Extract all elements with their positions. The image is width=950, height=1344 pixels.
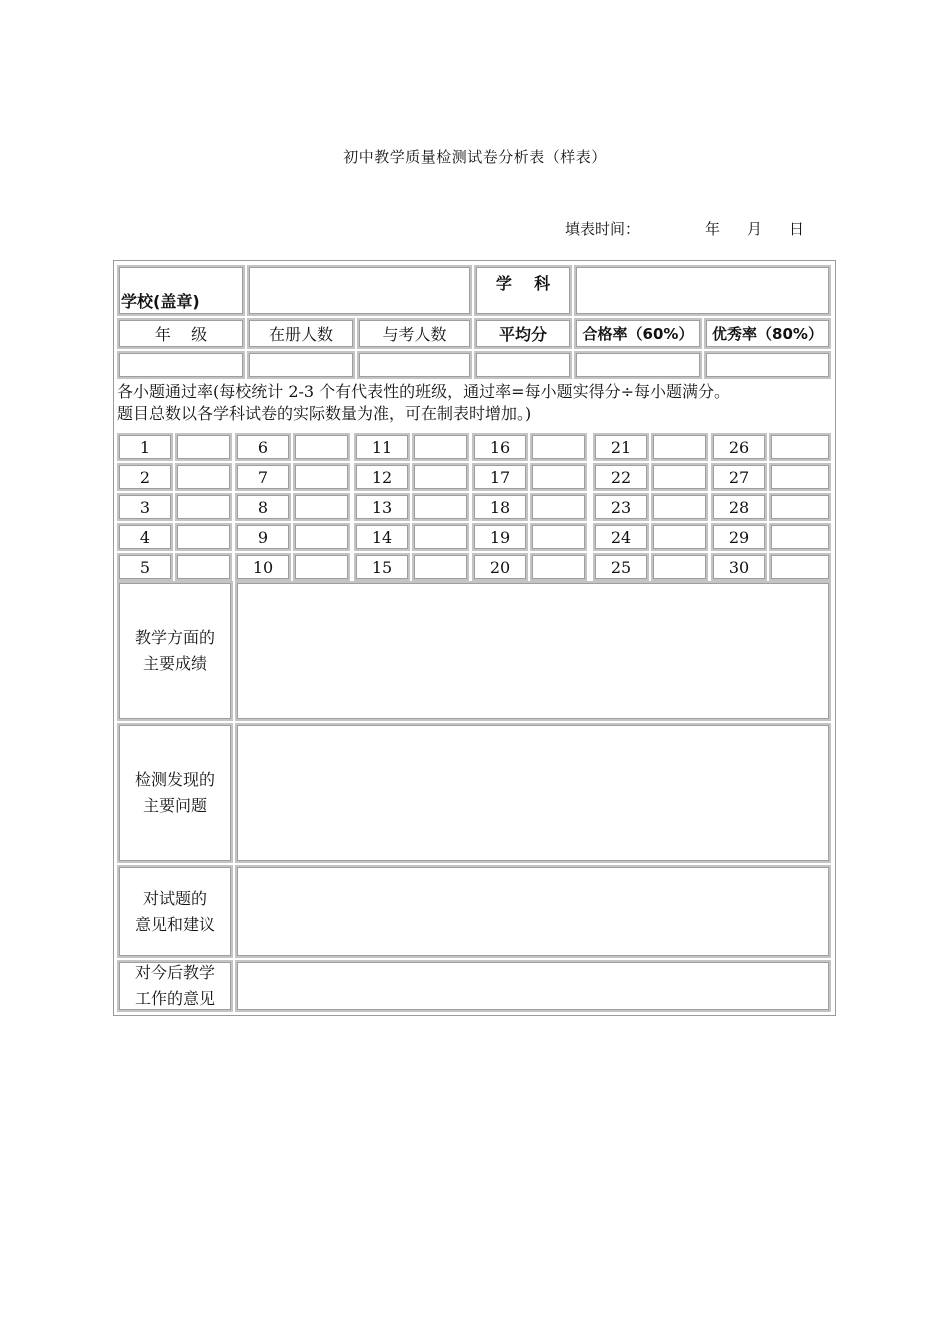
question-rate-cell[interactable]	[412, 553, 469, 581]
pass-rate-label: 合格率（60%）	[582, 325, 694, 343]
section-problems-label	[117, 723, 233, 863]
pass-rate-note	[115, 381, 834, 431]
question-rate-cell[interactable]	[412, 433, 469, 461]
examinees-label: 与考人数	[382, 325, 447, 344]
question-rate-cell[interactable]	[530, 553, 587, 581]
question-number-cell: 6	[235, 433, 291, 461]
question-number-cell: 14	[354, 523, 410, 551]
excellent-rate-value-cell[interactable]	[704, 351, 831, 379]
question-rate-cell[interactable]	[175, 553, 232, 581]
question-rate-cell[interactable]	[651, 433, 708, 461]
enrolled-header	[247, 318, 355, 349]
question-rate-cell[interactable]	[293, 463, 350, 491]
question-rate-cell[interactable]	[769, 463, 831, 491]
page-title: 初中教学质量检测试卷分析表（样表）	[343, 148, 607, 166]
question-number-cell: 5	[117, 553, 173, 581]
question-rate-cell[interactable]	[769, 493, 831, 521]
question-number-cell: 26	[711, 433, 767, 461]
grade-value-cell[interactable]	[117, 351, 245, 379]
question-rate-cell[interactable]	[530, 493, 587, 521]
note-line-2: 题目总数以各学科试卷的实际数量为准，可在制表时增加。)	[117, 404, 532, 423]
school-label: 学校(盖章)	[121, 292, 200, 311]
note-line-1: 各小题通过率(每校统计 2-3 个有代表性的班级，通过率=每小题实得分÷每小题满分。	[117, 382, 730, 401]
pass-rate-header	[574, 318, 702, 349]
excellent-rate-header	[704, 318, 831, 349]
question-rate-cell[interactable]	[412, 463, 469, 491]
section-label-line: 工作的意见	[134, 989, 215, 1008]
question-number-cell: 12	[354, 463, 410, 491]
question-rate-cell[interactable]	[293, 433, 350, 461]
average-value-cell[interactable]	[474, 351, 572, 379]
section-label-line: 对试题的	[142, 888, 207, 908]
subject-label-cell	[474, 265, 572, 316]
question-number-cell: 16	[472, 433, 528, 461]
excellent-rate-label: 优秀率（80%）	[712, 325, 823, 343]
question-number-cell: 8	[235, 493, 291, 521]
question-rate-cell[interactable]	[651, 493, 708, 521]
section-problems-content[interactable]	[235, 723, 831, 863]
question-number-cell: 4	[117, 523, 173, 551]
section-suggestions-content[interactable]	[235, 865, 831, 958]
question-number-cell: 17	[472, 463, 528, 491]
section-future-label	[117, 960, 233, 1012]
school-value-cell[interactable]	[247, 265, 472, 316]
question-number-cell: 22	[593, 463, 649, 491]
section-label-line: 主要问题	[142, 796, 207, 815]
section-label-line: 对今后教学	[134, 963, 215, 982]
question-number-cell: 21	[593, 433, 649, 461]
enrolled-value-cell[interactable]	[247, 351, 355, 379]
question-rate-cell[interactable]	[175, 523, 232, 551]
fill-date	[565, 218, 831, 239]
section-achievements-content[interactable]	[235, 581, 831, 721]
question-rate-cell[interactable]	[769, 553, 831, 581]
question-rate-cell[interactable]	[175, 493, 232, 521]
grade-label: 年 级	[154, 325, 208, 344]
question-rate-cell[interactable]	[651, 523, 708, 551]
question-number-cell: 28	[711, 493, 767, 521]
question-number-cell: 18	[472, 493, 528, 521]
subject-value-cell[interactable]	[574, 265, 831, 316]
question-number-cell: 11	[354, 433, 410, 461]
section-achievements-label	[117, 581, 233, 721]
analysis-table	[113, 260, 836, 1016]
question-number-cell: 30	[711, 553, 767, 581]
question-number-cell: 25	[593, 553, 649, 581]
section-label-line: 检测发现的	[134, 770, 215, 789]
school-label-cell	[117, 265, 245, 316]
question-rate-cell[interactable]	[412, 523, 469, 551]
section-future-content[interactable]	[235, 960, 831, 1012]
question-rate-cell[interactable]	[175, 433, 232, 461]
section-label-line: 教学方面的	[134, 628, 215, 647]
question-rate-cell[interactable]	[175, 463, 232, 491]
average-header	[474, 318, 572, 349]
question-rate-cell[interactable]	[651, 553, 708, 581]
question-number-cell: 27	[711, 463, 767, 491]
average-label: 平均分	[498, 325, 547, 344]
fill-date-month: 月	[747, 220, 763, 238]
examinees-value-cell[interactable]	[357, 351, 472, 379]
question-number-cell: 13	[354, 493, 410, 521]
question-number-cell: 10	[235, 553, 291, 581]
fill-date-year: 年	[705, 220, 721, 238]
question-number-cell: 20	[472, 553, 528, 581]
question-number-cell: 7	[235, 463, 291, 491]
fill-date-day: 日	[789, 220, 805, 238]
pass-rate-value-cell[interactable]	[574, 351, 702, 379]
question-number-cell: 15	[354, 553, 410, 581]
question-number-cell: 24	[593, 523, 649, 551]
question-rate-cell[interactable]	[412, 493, 469, 521]
section-label-line: 主要成绩	[142, 654, 207, 673]
question-rate-cell[interactable]	[769, 523, 831, 551]
subject-label: 学 科	[495, 274, 551, 293]
question-rate-cell[interactable]	[530, 463, 587, 491]
section-label-line: 意见和建议	[134, 914, 215, 934]
question-rate-cell[interactable]	[293, 553, 350, 581]
grade-header	[117, 318, 245, 349]
question-rate-cell[interactable]	[769, 433, 831, 461]
examinees-header	[357, 318, 472, 349]
section-suggestions-label	[117, 865, 233, 958]
fill-date-label: 填表时间：	[565, 220, 641, 238]
question-rate-cell[interactable]	[530, 523, 587, 551]
question-number-cell: 29	[711, 523, 767, 551]
enrolled-label: 在册人数	[268, 325, 333, 344]
question-number-cell: 1	[117, 433, 173, 461]
question-number-cell: 9	[235, 523, 291, 551]
question-rate-cell[interactable]	[293, 493, 350, 521]
question-number-cell: 2	[117, 463, 173, 491]
question-rate-cell[interactable]	[293, 523, 350, 551]
question-number-cell: 23	[593, 493, 649, 521]
question-number-cell: 19	[472, 523, 528, 551]
question-number-cell: 3	[117, 493, 173, 521]
question-rate-cell[interactable]	[651, 463, 708, 491]
question-rate-cell[interactable]	[530, 433, 587, 461]
